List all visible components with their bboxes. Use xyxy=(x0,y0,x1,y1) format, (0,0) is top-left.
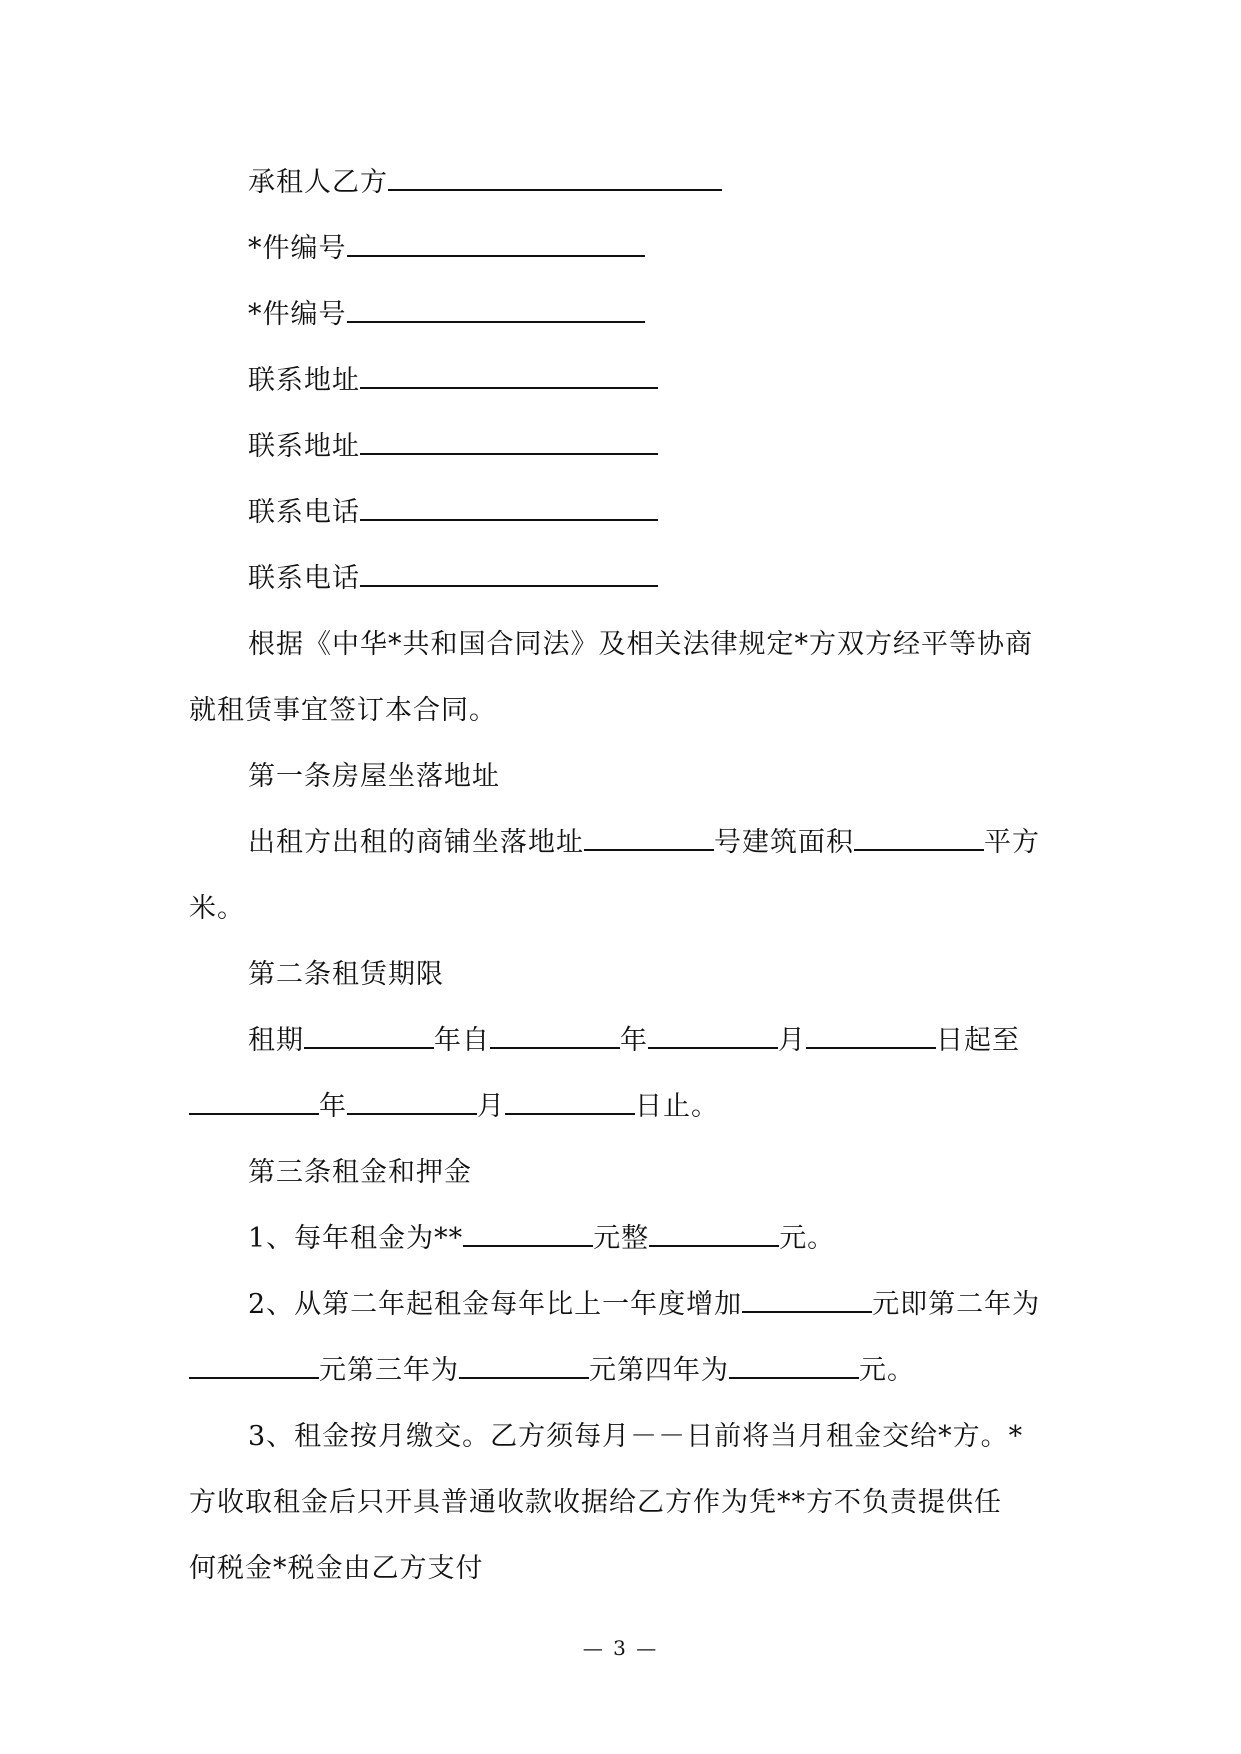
fourth-year-blank xyxy=(729,1355,859,1379)
article-2-title: 第二条租赁期限 xyxy=(248,959,444,990)
id-number-label-1: *件编号 xyxy=(248,233,347,264)
year-from-text: 年自 xyxy=(434,1025,490,1056)
contact-phone-label-2: 联系电话 xyxy=(248,563,360,594)
shop-address-text: 出租方出租的商铺坐落地址 xyxy=(248,827,584,858)
rent-increase-text: 2、从第二年起租金每年比上一年度增加 xyxy=(248,1289,743,1320)
preamble-line-2 xyxy=(189,678,1069,744)
contact-phone-blank-2 xyxy=(360,563,658,587)
contact-address-label-1: 联系地址 xyxy=(248,365,360,396)
shop-address-blank xyxy=(584,827,714,851)
end-month-blank xyxy=(347,1091,477,1115)
start-month-unit: 月 xyxy=(778,1025,806,1056)
id-number-blank-2 xyxy=(347,299,645,323)
square-unit-text: 平方 xyxy=(984,827,1040,858)
monthly-payment-line-3 xyxy=(189,1536,1069,1602)
shop-address-line xyxy=(189,810,1069,876)
lease-term-text: 租期 xyxy=(248,1025,304,1056)
preamble-text-1: 根据《中华*共和国合同法》及相关法律规定*方双方经平等协商 xyxy=(248,629,1033,660)
yuan-end-text: 元。 xyxy=(859,1355,915,1386)
lease-years-blank xyxy=(304,1025,434,1049)
monthly-payment-text-2: 方收取租金后只开具普通收款收据给乙方作为凭**方不负责提供任 xyxy=(189,1487,1002,1518)
article-3-heading xyxy=(189,1140,1069,1206)
contact-address-line-1 xyxy=(189,348,1069,414)
id-number-line-2 xyxy=(189,282,1069,348)
third-year-text: 元第三年为 xyxy=(319,1355,459,1386)
id-number-blank-1 xyxy=(347,233,645,257)
second-year-text: 元即第二年为 xyxy=(872,1289,1041,1320)
fourth-year-text: 元第四年为 xyxy=(589,1355,729,1386)
article-1-title: 第一条房屋坐落地址 xyxy=(248,761,500,792)
start-year-unit: 年 xyxy=(620,1025,648,1056)
contact-address-label-2: 联系地址 xyxy=(248,431,360,462)
contact-phone-line-2 xyxy=(189,546,1069,612)
lease-term-line-2 xyxy=(189,1074,1069,1140)
annual-rent-line xyxy=(189,1206,1069,1272)
monthly-payment-line-1 xyxy=(189,1404,1069,1470)
monthly-payment-text-1: 3、租金按月缴交。乙方须每月－－日前将当月租金交给*方。* xyxy=(248,1421,1024,1452)
rent-increase-line-1 xyxy=(189,1272,1069,1338)
third-year-blank xyxy=(459,1355,589,1379)
contact-phone-blank-1 xyxy=(360,497,658,521)
id-number-label-2: *件编号 xyxy=(248,299,347,330)
end-year-unit: 年 xyxy=(319,1091,347,1122)
shop-address-line-cont xyxy=(189,876,1069,942)
end-month-unit: 月 xyxy=(477,1091,505,1122)
second-year-blank xyxy=(189,1355,319,1379)
annual-rent-text: 1、每年租金为** xyxy=(248,1223,464,1254)
yuan-text: 元。 xyxy=(779,1223,836,1254)
end-year-blank xyxy=(189,1091,319,1115)
page-number: — 3 — xyxy=(582,1636,659,1660)
document-body xyxy=(189,150,1069,1602)
preamble-text-2: 就租赁事宜签订本合同。 xyxy=(189,695,497,726)
preamble-line-1 xyxy=(189,612,1069,678)
annual-rent-number-blank xyxy=(649,1223,779,1247)
contact-address-blank-1 xyxy=(360,365,658,389)
rent-increase-line-2 xyxy=(189,1338,1069,1404)
id-number-line-1 xyxy=(189,216,1069,282)
article-1-heading xyxy=(189,744,1069,810)
building-area-text: 号建筑面积 xyxy=(714,827,854,858)
square-meter-text: 米。 xyxy=(189,893,245,924)
end-day-blank xyxy=(505,1091,635,1115)
start-day-blank xyxy=(806,1025,936,1049)
rent-increase-blank xyxy=(742,1289,872,1313)
article-3-title: 第三条租金和押金 xyxy=(248,1157,472,1188)
contact-address-line-2 xyxy=(189,414,1069,480)
tenant-party-b-label: 承租人乙方 xyxy=(248,167,388,198)
tenant-party-b-line xyxy=(189,150,1069,216)
start-day-unit: 日起至 xyxy=(936,1025,1020,1056)
tenant-party-b-blank xyxy=(388,167,722,191)
contact-address-blank-2 xyxy=(360,431,658,455)
annual-rent-words-blank xyxy=(463,1223,593,1247)
end-day-unit: 日止。 xyxy=(635,1091,719,1122)
contact-phone-label-1: 联系电话 xyxy=(248,497,360,528)
yuan-whole-text: 元整 xyxy=(593,1223,650,1254)
building-area-blank xyxy=(854,827,984,851)
start-month-blank xyxy=(648,1025,778,1049)
monthly-payment-line-2 xyxy=(189,1470,1069,1536)
contact-phone-line-1 xyxy=(189,480,1069,546)
monthly-payment-text-3: 何税金*税金由乙方支付 xyxy=(189,1553,484,1584)
article-2-heading xyxy=(189,942,1069,1008)
lease-term-line-1 xyxy=(189,1008,1069,1074)
start-year-blank xyxy=(490,1025,620,1049)
